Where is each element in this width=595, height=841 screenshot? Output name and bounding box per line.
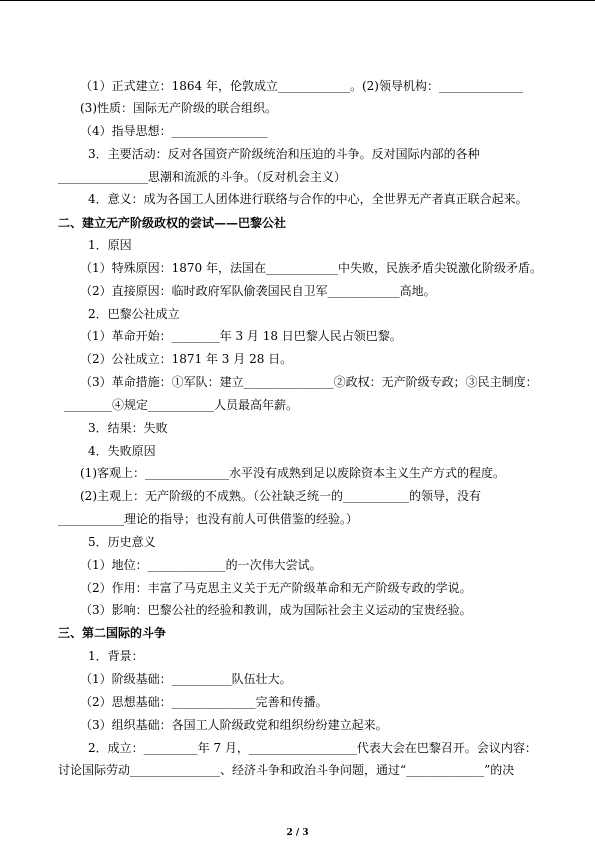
- text-line: （1）地位：_____________的一次伟大尝试。: [80, 558, 322, 572]
- text-line: 2．成立：_________年 7 月，__________________代表大会在巴黎召开。会议内容：: [88, 741, 537, 755]
- text-line: （1）革命开始：________年 3 月 18 日巴黎人民占领巴黎。: [80, 329, 402, 343]
- text-line: 2．巴黎公社成立: [88, 307, 180, 321]
- text-line: （2）公社成立：1871 年 3 月 28 日。: [80, 352, 293, 366]
- text-line: (1)客观上：______________水平没有成熟到足以废除资本主义生产方式的程度。: [80, 466, 506, 480]
- text-line: （4）指导思想：________________: [80, 124, 268, 138]
- text-line: 4．失败原因: [88, 444, 156, 458]
- text-line: （3）组织基础：各国工人阶级政党和组织纷纷建立起来。: [80, 718, 388, 732]
- text-line: 1．背景：: [88, 649, 144, 663]
- text-line: （2）直接原因：临时政府军队偷袭国民自卫军____________高地。: [80, 284, 436, 298]
- header-rule: [0, 0, 595, 1]
- text-line: 讨论国际劳动_______________、经济斗争和政治斗争问题，通过“_____________”的决: [58, 763, 515, 777]
- text-line: （1）阶级基础：__________队伍壮大。: [80, 672, 292, 686]
- text-line: （2）作用：丰富了马克思主义关于无产阶级革命和无产阶级专政的学说。: [80, 581, 472, 595]
- text-line: (2)主观上：无产阶级的不成熟。（公社缺乏统一的___________的领导，没有: [80, 489, 482, 503]
- text-line: 5．历史意义: [88, 535, 156, 549]
- text-line: （2）思想基础：______________完善和传播。: [80, 695, 328, 709]
- section-heading: 二、建立无产阶级政权的尝试——巴黎公社: [58, 216, 287, 230]
- text-line: （1）正式建立：1864 年，伦敦成立____________。(2)领导机构：______________: [80, 79, 523, 93]
- text-line: _______________思潮和流派的斗争。（反对机会主义）: [58, 170, 347, 184]
- text-line: 1．原因: [88, 238, 132, 252]
- section-heading: 三、第二国际的斗争: [58, 626, 167, 640]
- text-line: 3．主要活动：反对各国资产阶级统治和压迫的斗争。反对国际内部的各种: [88, 147, 480, 161]
- text-line: ________④规定___________人员最高年薪。: [64, 398, 299, 412]
- text-line: 4．意义：成为各国工人团体进行联络与合作的中心，全世界无产者真正联合起来。: [88, 192, 528, 206]
- text-line: (3)性质：国际无产阶级的联合组织。: [80, 101, 277, 115]
- text-line: （3）影响：巴黎公社的经验和教训，成为国际社会主义运动的宝贵经验。: [80, 603, 472, 617]
- text-line: ___________理论的指导；也没有前人可供借鉴的经验。）: [58, 512, 359, 526]
- text-line: （1）特殊原因：1870 年，法国在____________中失败，民族矛盾尖锐激化阶级矛盾。: [80, 261, 542, 275]
- text-line: （3）革命措施：①军队：建立_______________②政权：无产阶级专政；③民主制度：: [80, 375, 538, 389]
- page-number: 2 / 3: [286, 828, 309, 838]
- text-line: 3．结果：失败: [88, 421, 168, 435]
